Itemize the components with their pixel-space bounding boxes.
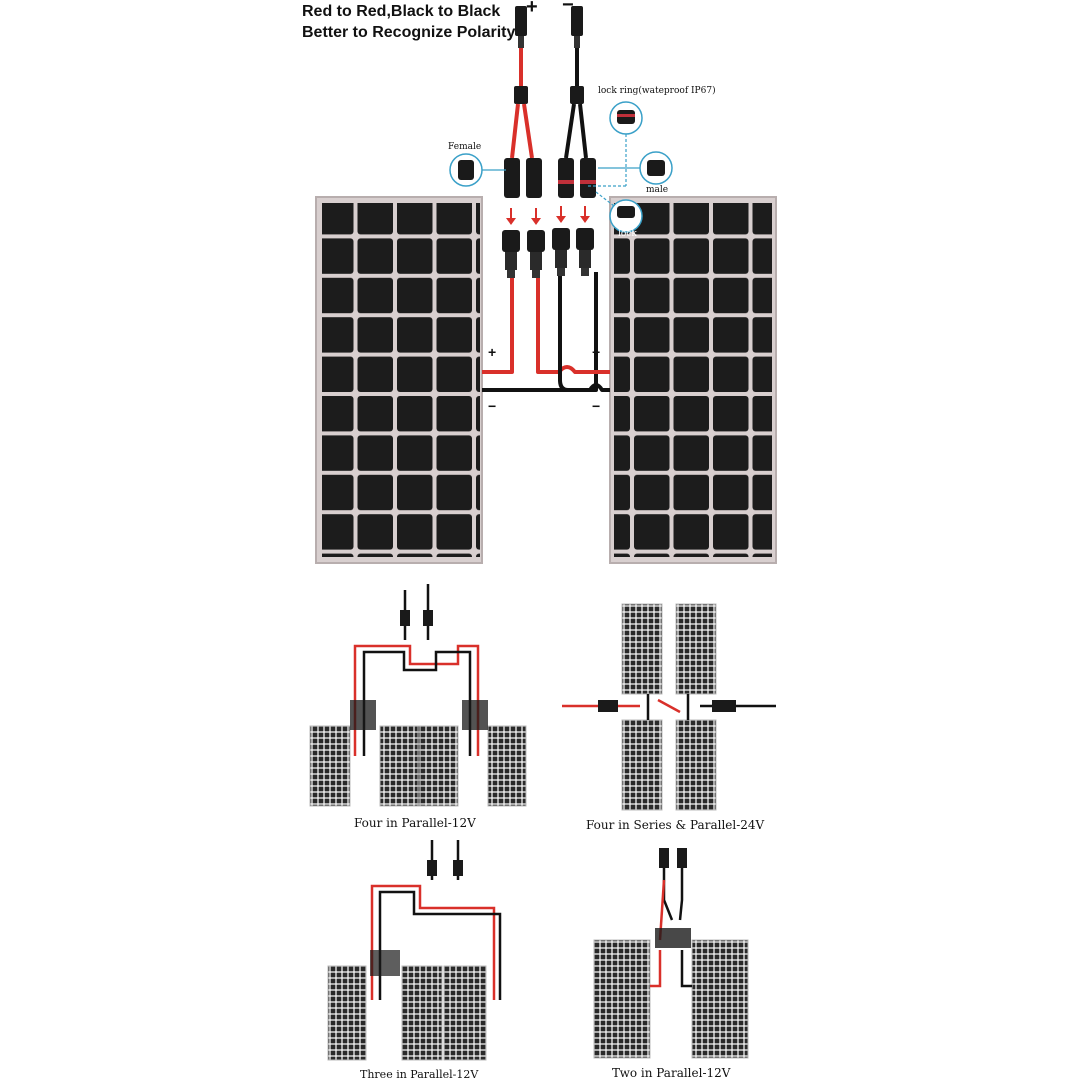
left-panel-plus-sign: + xyxy=(488,344,497,360)
top-minus-sign: − xyxy=(562,0,574,16)
left-panel-minus-sign: − xyxy=(488,398,497,414)
callout-male-label: male xyxy=(646,185,669,195)
panel-connectors xyxy=(502,228,594,278)
top-plus-sign: + xyxy=(526,0,538,18)
right-panel-minus-sign: − xyxy=(592,398,601,414)
panel-wiring xyxy=(482,272,610,390)
right-panel-plus-sign: + xyxy=(592,344,601,360)
caption-three-in-parallel: Three in Parallel-12V xyxy=(360,1068,479,1081)
diagram-four-in-parallel xyxy=(310,584,526,806)
diagram-four-in-series-parallel xyxy=(562,604,776,810)
callout-lock-label: lock xyxy=(618,229,637,239)
solar-panel-right xyxy=(610,197,776,563)
y-branch-connector-positive xyxy=(504,6,542,198)
callout-lock-ring xyxy=(588,102,642,186)
callout-male xyxy=(598,152,672,184)
callout-female-label: Female xyxy=(448,142,482,152)
diagram-three-in-parallel xyxy=(328,840,500,1060)
callout-female xyxy=(450,154,506,186)
headline-line-2: Better to Recognize Polarity xyxy=(302,24,516,41)
diagram-two-in-parallel xyxy=(594,848,748,1058)
headline-line-1: Red to Red,Black to Black xyxy=(302,3,501,20)
callout-lock-ring-label: lock ring(wateproof IP67) xyxy=(598,86,716,96)
caption-four-in-parallel: Four in Parallel-12V xyxy=(354,816,476,830)
alignment-arrows xyxy=(506,206,590,225)
caption-two-in-parallel: Two in Parallel-12V xyxy=(612,1066,731,1080)
caption-four-in-series-parallel: Four in Series & Parallel-24V xyxy=(586,818,765,832)
solar-panel-left xyxy=(316,197,482,563)
y-branch-connector-negative xyxy=(558,6,596,198)
